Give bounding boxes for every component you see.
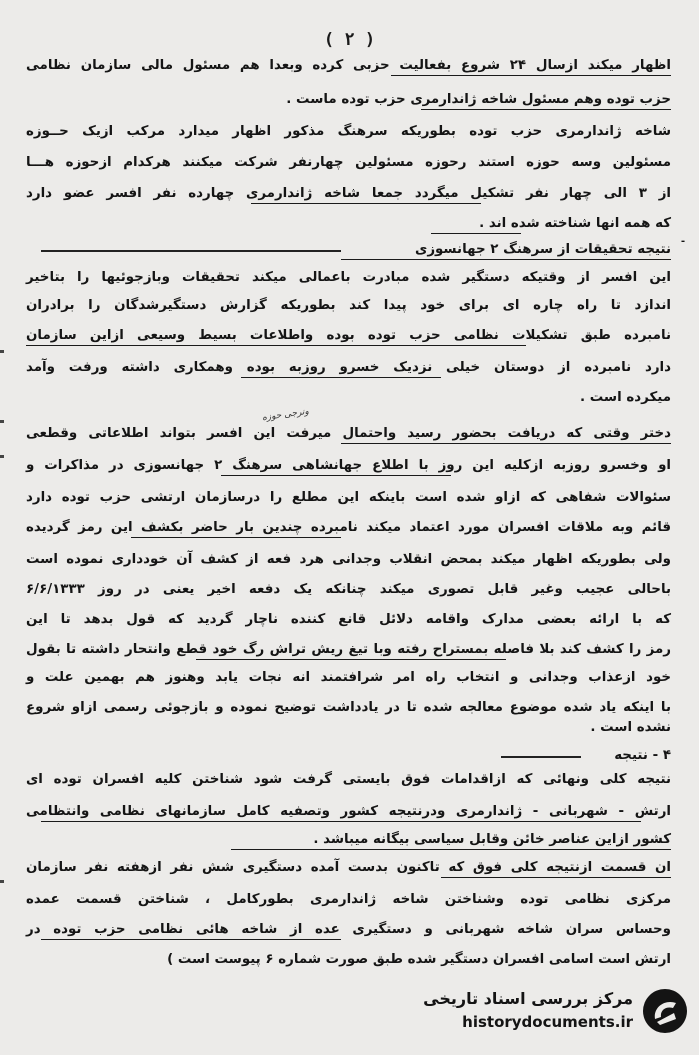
body-line: این افسر از وقتیکه دستگیر شده مبادرت باعمالی میکند تحقیقات وبازجوئیها را بتاخیر bbox=[26, 270, 671, 285]
margin-annotation: ونرجی حوزه bbox=[261, 406, 310, 424]
watermark-url: historydocuments.ir bbox=[462, 1013, 633, 1031]
underline-mark bbox=[251, 203, 481, 204]
body-line: مسئولین وسه حوزه استند رحوزه مسئولین چهارنفر شرکت میکنند هرکدام ازحوزه هـــا bbox=[26, 155, 671, 170]
underline-mark bbox=[431, 233, 521, 234]
body-line: اندازد تا راه چاره ای برای خود پیدا کند بطوریکه گزارش دستگیرشدگان را برادران bbox=[26, 298, 671, 313]
body-line: که با ارائه بعضی مدارک واقامه دلائل قانع کننده ناچار گردید که قول بدهد تا این bbox=[26, 612, 671, 627]
body-line: حزب توده وهم مسئول شاخه ژاندارمری حزب توده ماست . bbox=[286, 92, 671, 107]
body-line: سئوالات شفاهی که ازاو شده است باینکه این مطلع را درسازمان ارتشی حزب توده دارد bbox=[26, 490, 671, 505]
watermark bbox=[417, 985, 687, 1037]
body-line: وحساس سران شاخه شهربانی و دستگیری عده از شاخه هائی نظامی حزب توده در bbox=[26, 922, 671, 937]
body-line: نشده است . bbox=[590, 720, 671, 735]
archive-logo-icon bbox=[643, 989, 687, 1033]
body-line: کشور ازاین عناصر خائن وقابل سیاسی بیگانه میباشد . bbox=[313, 832, 671, 847]
body-line: باحالی عجیب وغیر قابل تصوری میکند چنانکه یک دفعه اخیر یعنی در روز ۶/۶/۱۳۳۳ bbox=[26, 582, 671, 597]
section-marker: - bbox=[680, 236, 687, 247]
underline-mark bbox=[441, 877, 671, 878]
body-line: اظهار میکند ازسال ۲۴ شروع بفعالیت حزبی کرده وبعدا هم مسئول مالی سازمان نظامی bbox=[26, 58, 671, 73]
body-line: خود ازعذاب وجدانی و انتخاب راه امر شرافتمند انه نجات یابد وهنوز هم بهمین علت و bbox=[26, 670, 671, 685]
heading-rule bbox=[501, 756, 581, 758]
body-line: که همه انها شناخته شده اند . bbox=[479, 216, 671, 231]
underline-mark bbox=[196, 659, 506, 660]
underline-mark bbox=[41, 939, 341, 940]
underline-mark bbox=[131, 537, 341, 538]
body-line: قائم وبه ملاقات افسران مورد اعتماد میکند نامبرده چندین بار حاضر بکشف این رمز گردیده bbox=[26, 520, 671, 535]
heading-rule bbox=[41, 250, 341, 252]
body-line: او وخسرو روزبه ازکلیه این روز با اطلاع جهانشاهی سرهنگ ۲ جهانسوزی در مذاکرات و bbox=[26, 458, 671, 473]
body-line: نتیجه کلی ونهائی که ازاقدامات فوق بایستی گرفت شود شناختن کلیه افسران توده ای bbox=[26, 772, 671, 787]
underline-mark bbox=[341, 443, 671, 444]
underline-mark bbox=[341, 259, 671, 260]
section-heading: نتیجه تحقیقات از سرهنگ ۲ جهانسوزی bbox=[415, 242, 671, 257]
underline-mark bbox=[26, 345, 526, 346]
scan-artifact bbox=[0, 880, 4, 883]
body-line: ان قسمت ازنتیجه کلی فوق که تاکنون بدست آمده دستگیری شش نفر ازهفته نفر سازمان bbox=[26, 860, 671, 875]
body-line: دارد نامبرده از دوستان خیلی نزدیک خسرو روزبه بوده وهمکاری داشته ورفت وآمد bbox=[26, 360, 671, 375]
body-line: ولی بطوریکه اظهار میکند بمحض انقلاب وجدانی هرد فعه از کشف آن خودداری نموده است bbox=[26, 552, 671, 567]
page-number: ( ۲ ) bbox=[323, 30, 376, 50]
body-line: دختر وقتی که دریافت بحضور رسید واحتمال میرفت این افسر بتواند اطلاعاتی وقطعی bbox=[26, 426, 671, 441]
body-line: از ۳ الی چهار نفر تشکیل میگردد جمعا شاخه ژاندارمری چهارده نفر افسر عضو دارد bbox=[26, 186, 671, 201]
scan-artifact bbox=[0, 350, 4, 353]
scan-artifact bbox=[0, 455, 4, 458]
body-line: نامبرده طبق تشکیلات نظامی حزب توده بوده واطلاعات بسیط وسیعی ازاین سازمان bbox=[26, 328, 671, 343]
body-line: مرکزی نظامی توده وشناختن شاخه ژاندارمری بطورکامل ، شناختن قسمت عمده bbox=[26, 892, 671, 907]
body-line: رمز را کشف کند بلا فاصله بمستراح رفته وبا تیغ ریش تراش رگ خود قطع وانتحار داشته تا بقول bbox=[26, 642, 671, 657]
underline-mark bbox=[391, 75, 671, 76]
body-line: ارتش - شهربانی - ژاندارمری ودرنتیجه کشور وتصفیه کامل سازمانهای نظامی وانتظامی bbox=[26, 804, 671, 819]
underline-mark bbox=[241, 377, 441, 378]
scan-artifact bbox=[0, 420, 4, 423]
underline-mark bbox=[41, 821, 641, 822]
watermark-title: مرکز بررسی اسناد تاریخی bbox=[423, 989, 633, 1008]
underline-mark bbox=[421, 109, 671, 110]
body-line: با اینکه یاد شده موضوع معالجه شده تا در یادداشت توضیح نموده و بازجوئی رسمی ازاو شروع bbox=[26, 700, 671, 715]
section-heading: ۴ - نتیجه bbox=[614, 748, 671, 763]
body-line: ارتش است اسامی افسران دستگیر شده طبق صورت شماره ۶ پیوست است ) bbox=[167, 952, 671, 967]
underline-mark bbox=[231, 849, 671, 850]
body-line: شاخه ژاندارمری حزب توده بطوریکه سرهنگ مذکور اظهار میدارد مرکب ازیک حــوزه bbox=[26, 124, 671, 139]
body-line: میکرده است . bbox=[580, 390, 671, 405]
underline-mark bbox=[221, 475, 451, 476]
